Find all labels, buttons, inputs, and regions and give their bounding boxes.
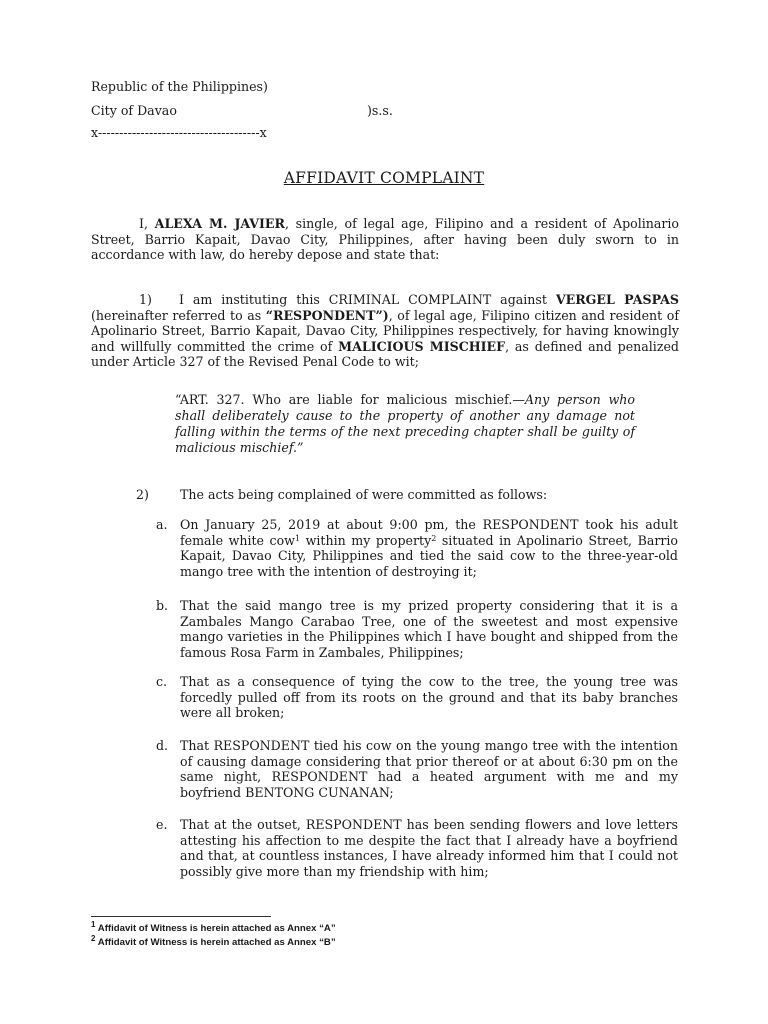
crime-name: MALICIOUS MISCHIEF [338,338,506,354]
list-item-text: That at the outset, RESPONDENT has been sending flowers and love letters attesting his affection to me despite the fact that I already have a boyfriend and that, at countless instances, I have already informed him that I could not possibly give more than my friendship with him; [180,817,678,879]
footnote-ref-2[interactable]: 2 [431,533,437,543]
venue-city-name: City of Davao [91,103,177,118]
intro-paragraph [91,216,679,263]
footnote-text: Affidavit of Witness is herein attached as Annex “A” [95,923,336,934]
footnote-text: Affidavit of Witness is herein attached as Annex “B” [95,937,336,948]
list-item-label: c. [156,674,168,689]
list-item-label: b. [156,598,169,613]
footnote-mark: 2 [91,934,96,943]
paragraph-2-text: The acts being complained of were committed as follows: [180,487,548,502]
footnote-1 [91,920,336,934]
list-item-label: e. [156,817,168,832]
list-item-text: That the said mango tree is my prized property considering that it is a Zambales Mango Carabao Tree, one of the sweetest and most expensive mango varieties in the Philippines which I have bought and shipped from the famous Rosa Farm in Zambales, Philippines; [180,598,678,660]
list-item-label: d. [156,738,169,753]
list-item-d [156,738,678,800]
venue-city [91,103,393,119]
footnote-2 [91,934,336,948]
paragraph-1 [91,292,679,370]
paragraph-1-text-c: , of legal age, Filipino citizen and resident of Apolinario Street, Barrio Kapait, Davao City, Philippines respectively, for having knowingly and willfully committed the crime of [91,307,679,354]
footnote-ref-1[interactable]: 1 [294,533,301,543]
list-item-text: That RESPONDENT tied his cow on the young mango tree with the intention of causing damage considering that prior thereof or at about 6:30 pm on the same night, RESPONDENT had a heated argument with me and my boyfriend BENTONG CUNANAN; [180,738,678,800]
paragraph-1-text-a: I am instituting this CRIMINAL COMPLAINT against [179,292,556,307]
document-title: AFFIDAVIT COMPLAINT [283,169,485,187]
list-item-text: within my property [300,532,432,548]
venue-separator: x--------------------------------------x [91,125,267,140]
paragraph-1-number: 1) [139,292,152,307]
list-item-text: On January 25, 2019 at about 9:00 pm, the RESPONDENT took his adult female white cow [180,517,678,548]
respondent-label: “RESPONDENT”) [265,307,389,323]
venue-republic: Republic of the Philippines) [91,79,268,94]
intro-pre: I, [139,216,155,231]
article-quote-body: Any person who shall deliberately cause to the property of another any damage not falling within the terms of the next preceding chapter shall be guilty of malicious mischief.” [175,392,635,455]
paragraph-2 [136,487,548,503]
list-item-text: That as a consequence of tying the cow to the tree, the young tree was forcedly pulled off from its roots on the ground and that its baby branches were all broken; [180,674,678,721]
list-item-label: a. [156,517,168,532]
paragraph-1-text-d: , as defined and penalized under Article 327 of the Revised Penal Code to wit; [91,338,679,370]
paragraph-2-number: 2) [136,487,149,502]
list-item-b [156,598,678,660]
affiant-name: ALEXA M. JAVIER [154,216,285,231]
list-item-text: situated in Apolinario Street, Barrio Kapait, Davao City, Philippines and tied the said cow to the three-year-old mango tree with the intention of destroying it; [180,532,678,579]
list-item-a [156,517,678,579]
respondent-name: VERGEL PASPAS [555,292,679,307]
venue-ss: )s.s. [367,103,393,118]
article-quote-lead: “ART. 327. Who are liable for malicious mischief.— [175,392,525,407]
footnote-mark: 1 [91,920,96,929]
intro-post: , single, of legal age, Filipino and a resident of Apolinario Street, Barrio Kapait, Davao City, Philippines, after having been duly sworn to in accordance with law, do hereby depose and state that: [91,216,680,263]
list-item-e [156,817,678,879]
footnote-divider [91,916,271,917]
paragraph-1-text-b: (hereinafter referred to as [91,307,266,323]
list-item-c [156,674,678,721]
article-quote [175,392,635,456]
